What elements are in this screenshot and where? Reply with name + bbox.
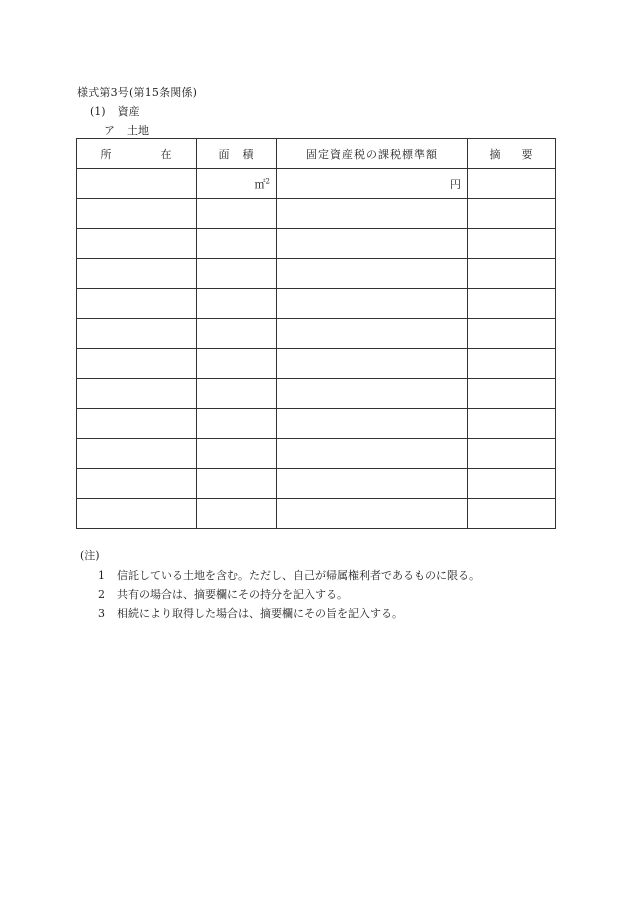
- cell-location[interactable]: [77, 289, 197, 319]
- notes-label-wrap: [80, 547, 100, 563]
- subsection-mark: ア: [104, 124, 115, 137]
- cell-remarks[interactable]: [468, 439, 556, 469]
- cell-area[interactable]: [197, 199, 277, 229]
- section-heading: [90, 103, 140, 119]
- note-number: 2: [98, 588, 105, 601]
- header-tax-value: 固定資産税の課税標準額: [277, 139, 468, 169]
- cell-area[interactable]: [197, 289, 277, 319]
- cell-remarks[interactable]: [468, 259, 556, 289]
- header-remarks-char-1: 摘: [489, 147, 502, 161]
- note-item-1: [98, 567, 480, 583]
- cell-location[interactable]: [77, 469, 197, 499]
- table-row: [77, 439, 556, 469]
- table-row-units: [77, 169, 556, 199]
- cell-remarks[interactable]: [468, 199, 556, 229]
- cell-location[interactable]: [77, 499, 197, 529]
- cell-location[interactable]: [77, 319, 197, 349]
- note-item-2: [98, 586, 348, 602]
- form-title: 様式第3号(第15条関係): [77, 86, 198, 99]
- cell-remarks[interactable]: [468, 349, 556, 379]
- cell-location[interactable]: [77, 169, 197, 199]
- header-area: [197, 139, 277, 169]
- cell-area[interactable]: [197, 319, 277, 349]
- cell-tax-value[interactable]: [277, 499, 468, 529]
- table-row: [77, 199, 556, 229]
- cell-remarks[interactable]: [468, 409, 556, 439]
- cell-tax-value[interactable]: [277, 469, 468, 499]
- table-row: [77, 499, 556, 529]
- cell-area-unit[interactable]: [197, 169, 277, 199]
- header-location: [77, 139, 197, 169]
- cell-remarks[interactable]: [468, 229, 556, 259]
- cell-location[interactable]: [77, 259, 197, 289]
- cell-tax-value[interactable]: [277, 379, 468, 409]
- note-item-3: [98, 605, 403, 621]
- cell-tax-value[interactable]: [277, 229, 468, 259]
- table-row: [77, 379, 556, 409]
- cell-tax-value[interactable]: [277, 349, 468, 379]
- cell-location[interactable]: [77, 229, 197, 259]
- header-area-char-2: 積: [242, 147, 255, 161]
- cell-location[interactable]: [77, 409, 197, 439]
- cell-remarks[interactable]: [468, 319, 556, 349]
- cell-area[interactable]: [197, 439, 277, 469]
- cell-area[interactable]: [197, 379, 277, 409]
- table-row: [77, 349, 556, 379]
- table-row: [77, 469, 556, 499]
- cell-tax-value[interactable]: [277, 439, 468, 469]
- section-label: 資産: [117, 105, 140, 118]
- tax-unit: 円: [450, 177, 461, 191]
- cell-tax-value[interactable]: [277, 199, 468, 229]
- header-location-char-2: 在: [160, 147, 173, 161]
- cell-area[interactable]: [197, 229, 277, 259]
- table-header-row: [77, 139, 556, 169]
- header-remarks: [468, 139, 556, 169]
- note-text: 共有の場合は、摘要欄にその持分を記入する。: [117, 588, 348, 601]
- cell-tax-unit[interactable]: [277, 169, 468, 199]
- note-text: 信託している土地を含む。ただし、自己が帰属権利者であるものに限る。: [117, 569, 480, 582]
- cell-remarks[interactable]: [468, 289, 556, 319]
- header-area-char-1: 面: [218, 147, 231, 161]
- table-row: [77, 229, 556, 259]
- cell-tax-value[interactable]: [277, 259, 468, 289]
- cell-tax-value[interactable]: [277, 289, 468, 319]
- cell-location[interactable]: [77, 379, 197, 409]
- section-number: (1): [90, 105, 106, 118]
- cell-location[interactable]: [77, 349, 197, 379]
- note-number: 1: [98, 569, 105, 582]
- table-row: [77, 409, 556, 439]
- table-row: [77, 319, 556, 349]
- cell-area[interactable]: [197, 259, 277, 289]
- cell-remarks[interactable]: [468, 469, 556, 499]
- note-text: 相続により取得した場合は、摘要欄にその旨を記入する。: [117, 607, 403, 620]
- table-row: [77, 289, 556, 319]
- area-unit-sup: 2: [265, 176, 270, 185]
- notes-label: (注): [80, 549, 100, 562]
- header-remarks-char-2: 要: [521, 147, 534, 161]
- cell-location[interactable]: [77, 439, 197, 469]
- cell-tax-value[interactable]: [277, 319, 468, 349]
- cell-remarks[interactable]: [468, 499, 556, 529]
- subsection-heading: [104, 122, 149, 138]
- cell-remarks[interactable]: [468, 169, 556, 199]
- land-table: [76, 138, 556, 529]
- subsection-label: 土地: [127, 124, 149, 137]
- note-number: 3: [98, 607, 105, 620]
- cell-remarks[interactable]: [468, 379, 556, 409]
- cell-area[interactable]: [197, 349, 277, 379]
- cell-tax-value[interactable]: [277, 409, 468, 439]
- header-location-char-1: 所: [100, 147, 113, 161]
- area-unit: ㎡: [254, 177, 266, 191]
- cell-area[interactable]: [197, 409, 277, 439]
- table-row: [77, 259, 556, 289]
- cell-area[interactable]: [197, 499, 277, 529]
- table-body: [77, 169, 556, 529]
- cell-location[interactable]: [77, 199, 197, 229]
- cell-area[interactable]: [197, 469, 277, 499]
